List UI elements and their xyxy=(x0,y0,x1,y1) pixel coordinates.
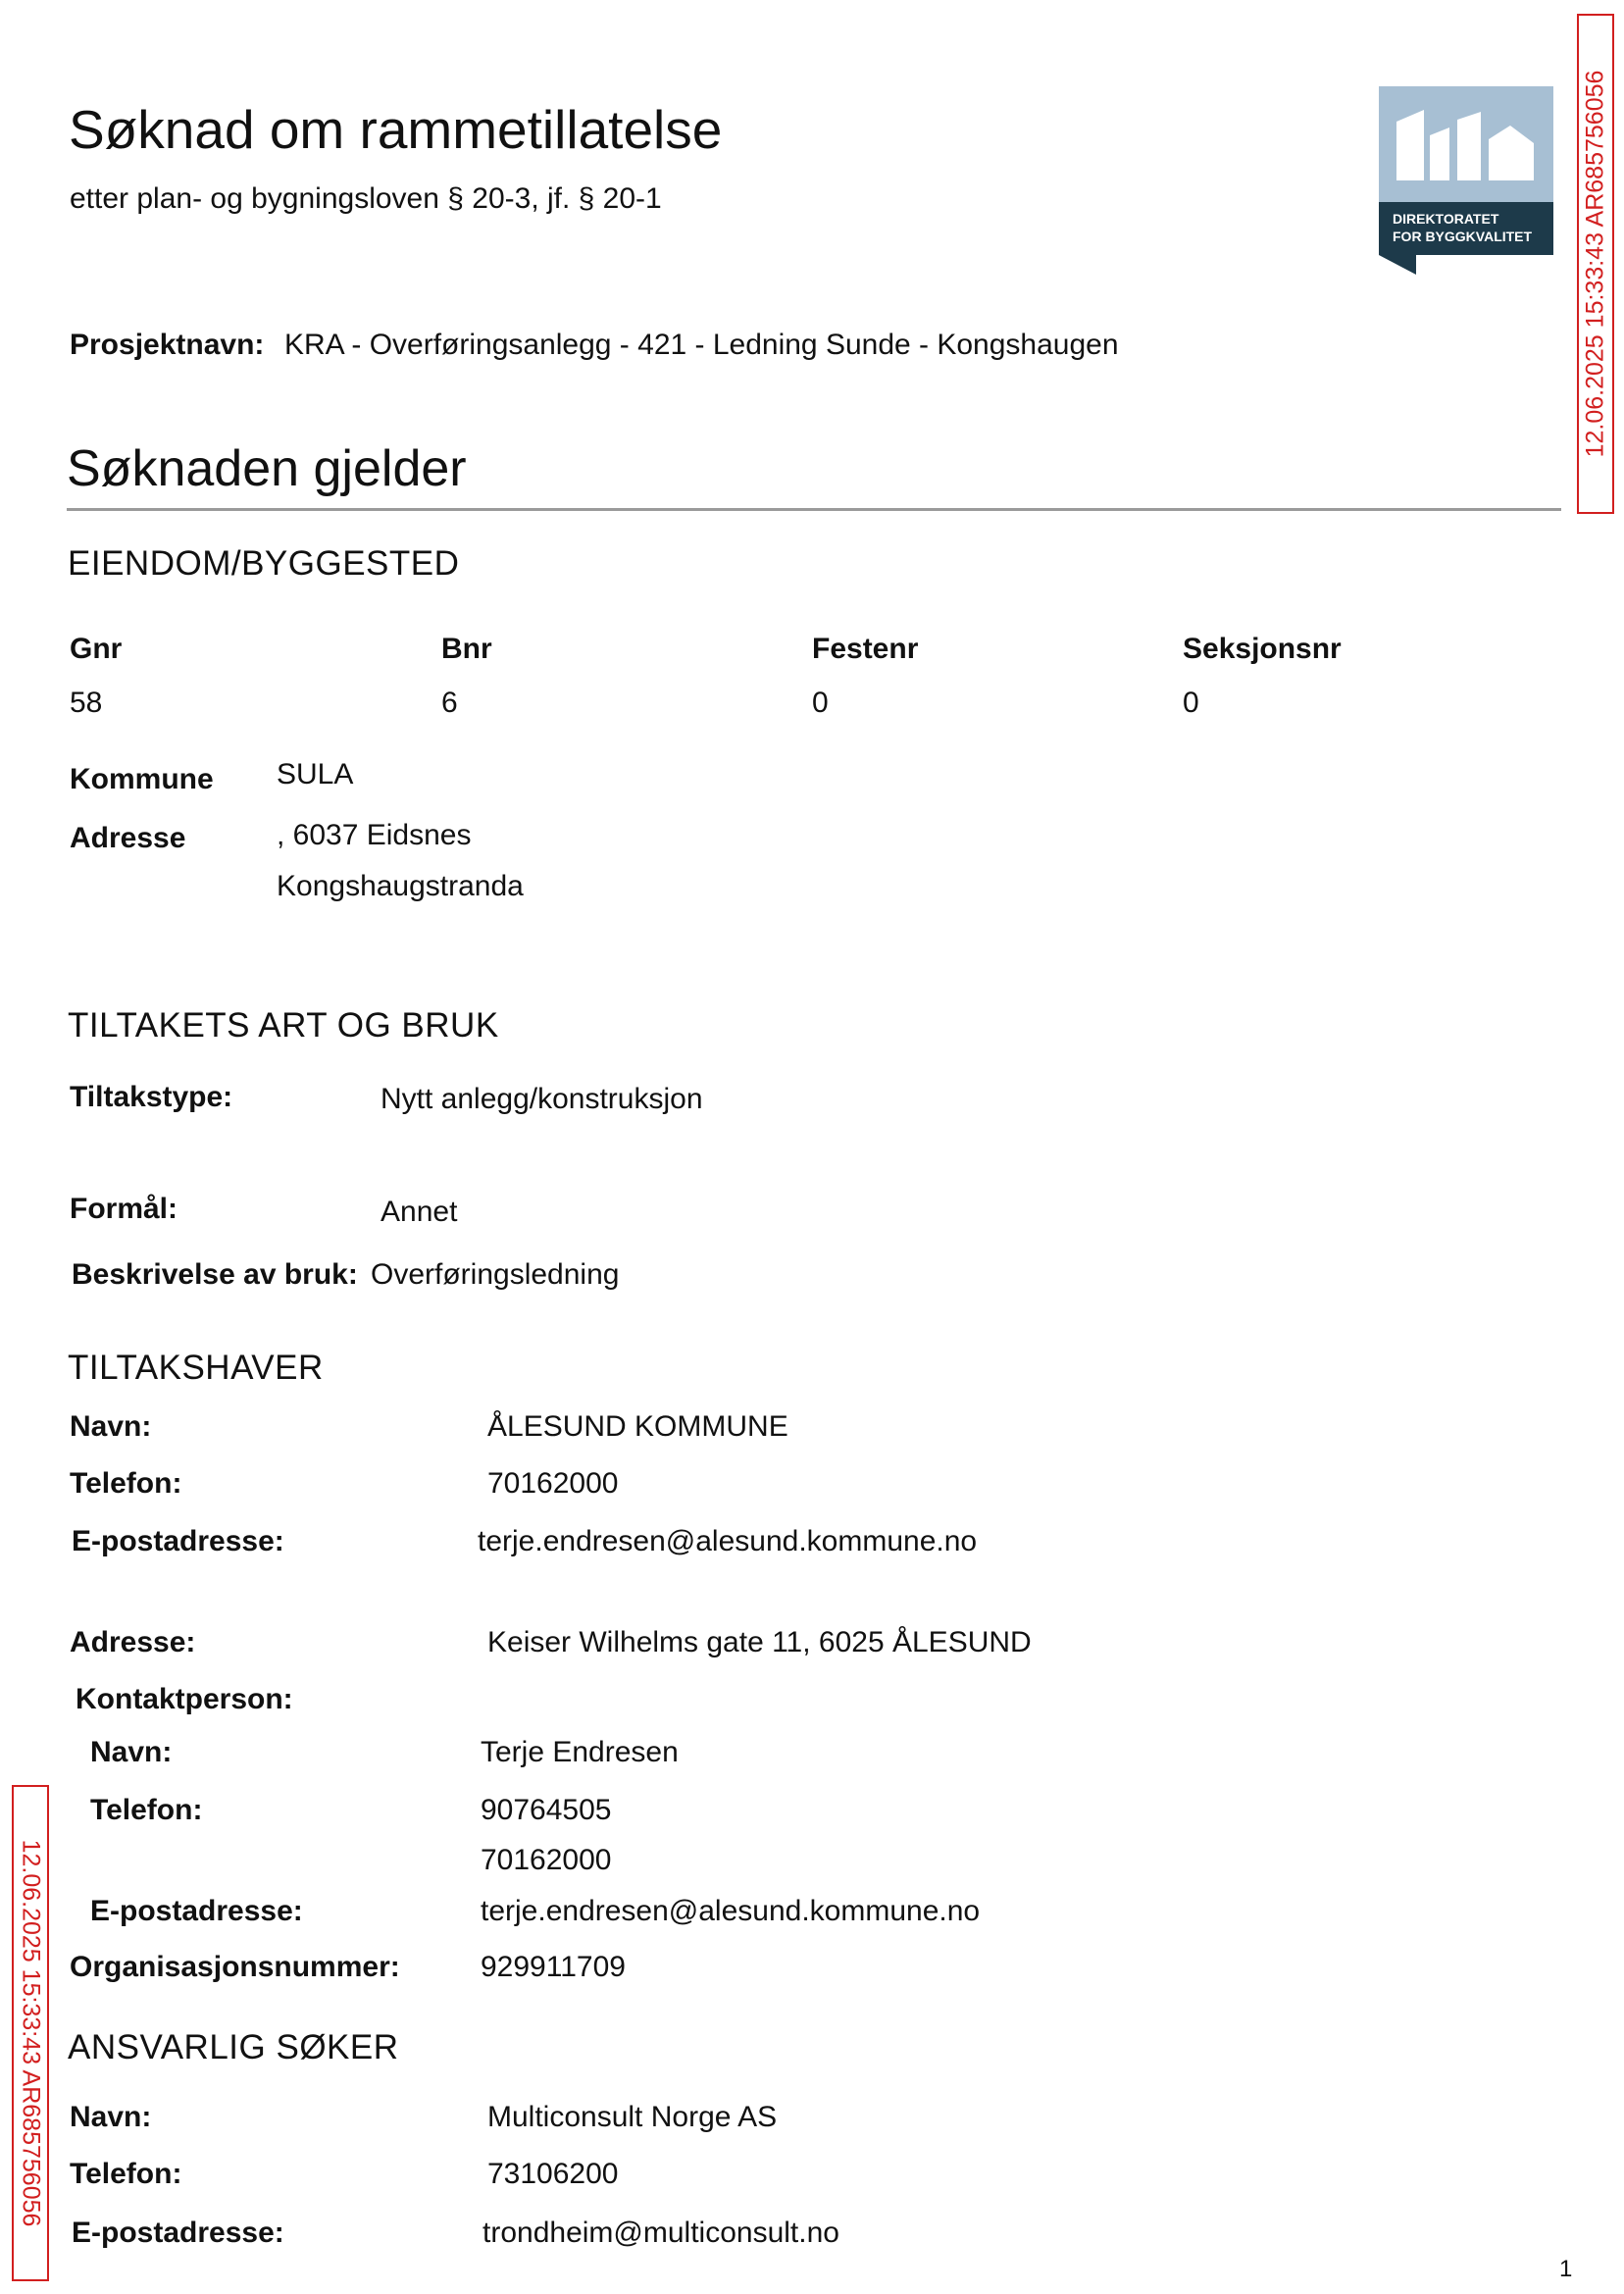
tiltakstype-value: Nytt anlegg/konstruksjon xyxy=(381,1083,703,1115)
as-epost-value: trondheim@multiconsult.no xyxy=(482,2217,839,2249)
th-kontakt-epost-label: E-postadresse: xyxy=(90,1895,303,1927)
th-kontakt-telefon-value1: 90764505 xyxy=(481,1794,612,1826)
tiltak-heading: TILTAKETS ART OG BRUK xyxy=(68,1006,499,1045)
seksjonsnr-label: Seksjonsnr xyxy=(1183,633,1342,665)
as-epost-label: E-postadresse: xyxy=(72,2217,284,2249)
th-org-label: Organisasjonsnummer: xyxy=(70,1951,400,1983)
section-divider xyxy=(67,508,1561,511)
ansvarlig-heading: ANSVARLIG SØKER xyxy=(68,2028,399,2066)
th-org-value: 929911709 xyxy=(481,1951,626,1983)
festenr-value: 0 xyxy=(812,687,829,719)
th-kontakt-navn-label: Navn: xyxy=(90,1736,173,1768)
tiltakshaver-heading: TILTAKSHAVER xyxy=(68,1349,324,1387)
th-telefon-value: 70162000 xyxy=(487,1467,619,1500)
th-adresse-value: Keiser Wilhelms gate 11, 6025 ÅLESUND xyxy=(487,1626,1032,1658)
page-number: 1 xyxy=(1559,2256,1573,2282)
project-label: Prosjektnavn: xyxy=(70,329,265,361)
adresse-line2: Kongshaugstranda xyxy=(277,870,524,902)
th-navn-value: ÅLESUND KOMMUNE xyxy=(487,1410,788,1443)
formal-value: Annet xyxy=(381,1196,458,1228)
as-navn-label: Navn: xyxy=(70,2101,152,2133)
th-kontakt-label: Kontaktperson: xyxy=(76,1683,293,1715)
as-telefon-label: Telefon: xyxy=(70,2158,182,2190)
gnr-value: 58 xyxy=(70,687,103,719)
eiendom-heading: EIENDOM/BYGGESTED xyxy=(68,544,460,583)
th-kontakt-navn-value: Terje Endresen xyxy=(481,1736,679,1768)
dibk-logo xyxy=(1379,86,1553,275)
bnr-label: Bnr xyxy=(441,633,492,665)
bnr-value: 6 xyxy=(441,687,458,719)
as-navn-value: Multiconsult Norge AS xyxy=(487,2101,778,2133)
formal-label: Formål: xyxy=(70,1193,178,1225)
th-adresse-label: Adresse: xyxy=(70,1626,196,1658)
section-heading: Søknaden gjelder xyxy=(67,440,467,497)
th-epost-value: terje.endresen@alesund.kommune.no xyxy=(478,1525,978,1557)
adresse-label: Adresse xyxy=(70,822,186,854)
th-kontakt-telefon-label: Telefon: xyxy=(90,1794,203,1826)
seksjonsnr-value: 0 xyxy=(1183,687,1199,719)
th-kontakt-epost-value: terje.endresen@alesund.kommune.no xyxy=(481,1895,981,1927)
stamp-text: 12.06.2025 15:33:43 AR685756056 xyxy=(1581,70,1609,458)
th-epost-label: E-postadresse: xyxy=(72,1525,284,1557)
timestamp-stamp-bottom xyxy=(12,1785,49,2281)
bruk-label: Beskrivelse av bruk: xyxy=(72,1258,358,1291)
adresse-line1: , 6037 Eidsnes xyxy=(277,819,472,851)
th-navn-label: Navn: xyxy=(70,1410,152,1443)
page-title: Søknad om rammetillatelse xyxy=(69,99,723,160)
gnr-label: Gnr xyxy=(70,633,123,665)
festenr-label: Festenr xyxy=(812,633,919,665)
logo-line1: DIREKTORATET xyxy=(1393,211,1499,227)
stamp-text: 12.06.2025 15:33:43 AR685756056 xyxy=(17,1839,45,2227)
th-telefon-label: Telefon: xyxy=(70,1467,182,1500)
bruk-value: Overføringsledning xyxy=(371,1258,620,1291)
kommune-value: SULA xyxy=(277,758,354,790)
kommune-label: Kommune xyxy=(70,763,214,795)
logo-line2: FOR BYGGKVALITET xyxy=(1393,229,1533,244)
th-kontakt-telefon-value2: 70162000 xyxy=(481,1844,612,1876)
timestamp-stamp-top xyxy=(1577,14,1614,514)
as-telefon-value: 73106200 xyxy=(487,2158,619,2190)
page-subtitle: etter plan- og bygningsloven § 20-3, jf. § 20-1 xyxy=(70,182,662,215)
tiltakstype-label: Tiltakstype: xyxy=(70,1081,233,1113)
project-value: KRA - Overføringsanlegg - 421 - Ledning Sunde - Kongshaugen xyxy=(284,329,1119,361)
